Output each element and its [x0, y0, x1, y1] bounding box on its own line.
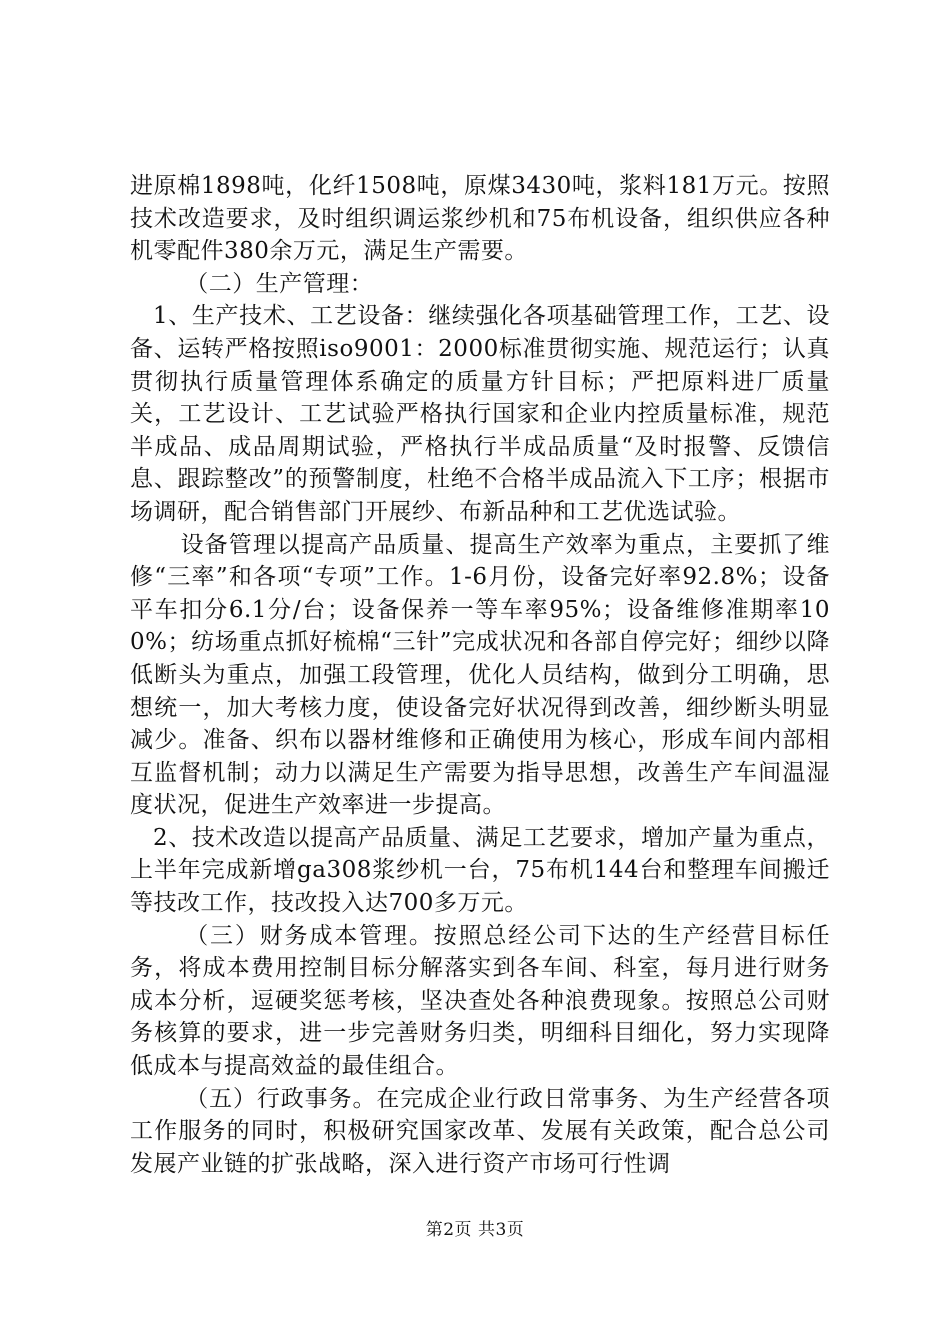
- paragraph-administrative-affairs: （五）行政事务。在完成企业行政日常事务、为生产经营各项工作服务的同时，积极研究国家改革、发展有关政策，配合总公司发展产业链的扩张战略，深入进行资产市场可行性调: [130, 1085, 830, 1177]
- heading-production-management: （二）生产管理：: [185, 270, 374, 297]
- paragraph-financial-cost-management: （三）财务成本管理。按照总经公司下达的生产经营目标任务，将成本费用控制目标分解落实到各车间、科室，每月进行财务成本分析，逗硬奖惩考核，坚决查处各种浪费现象。按照总公司财务核算的要求，进一步完善财务归类，明细科目细化，努力实现降低成本与提高效益的最佳组合。: [130, 922, 830, 1080]
- paragraph-technical-renovation: 2、技术改造以提高产品质量、满足工艺要求，增加产量为重点，上半年完成新增ga308浆纱机一台，75布机144台和整理车间搬迁等技改工作，技改投入达700多万元。: [130, 824, 830, 917]
- paragraph-production-technology: 1、生产技术、工艺设备：继续强化各项基础管理工作，工艺、设备、运转严格按照iso9001：2000标准贯彻实施、规范运行；认真贯彻执行质量管理体系确定的质量方针目标；严把原料进厂质量关，工艺设计、工艺试验严格执行国家和企业内控质量标准，规范半成品、成品周期试验，严格执行半成品质量“及时报警、反馈信息、跟踪整改”的预警制度，杜绝不合格半成品流入下工序；根据市场调研，配合销售部门开展纱、布新品种和工艺优选试验。: [130, 303, 830, 525]
- page-footer: 第2页 共3页: [425, 1220, 525, 1240]
- paragraph-equipment-management: 设备管理以提高产品质量、提高生产效率为重点，主要抓了维修“三率”和各项“专项”工作。1-6月份，设备完好率92.8%；设备平车扣分6.1分/台；设备保养一等车率95%；设备维修准期率100%；纺场重点抓好梳棉“三针”完成状况和各部自停完好；细纱以降低断头为重点，加强工段管理，优化人员结构，做到分工明确，思想统一，加大考核力度，使设备完好状况得到改善，细纱断头明显减少。准备、织布以器材维修和正确使用为核心，形成车间内部相互监督机制；动力以满足生产需要为指导思想，改善生产车间温湿度状况，促进生产效率进一步提高。: [130, 531, 830, 819]
- paragraph-materials: 进原棉1898吨，化纤1508吨，原煤3430吨，浆料181万元。按照技术改造要求，及时组织调运浆纱机和75布机设备，组织供应各种机零配件380余万元，满足生产需要。: [130, 173, 830, 265]
- body-text: [130, 170, 830, 1180]
